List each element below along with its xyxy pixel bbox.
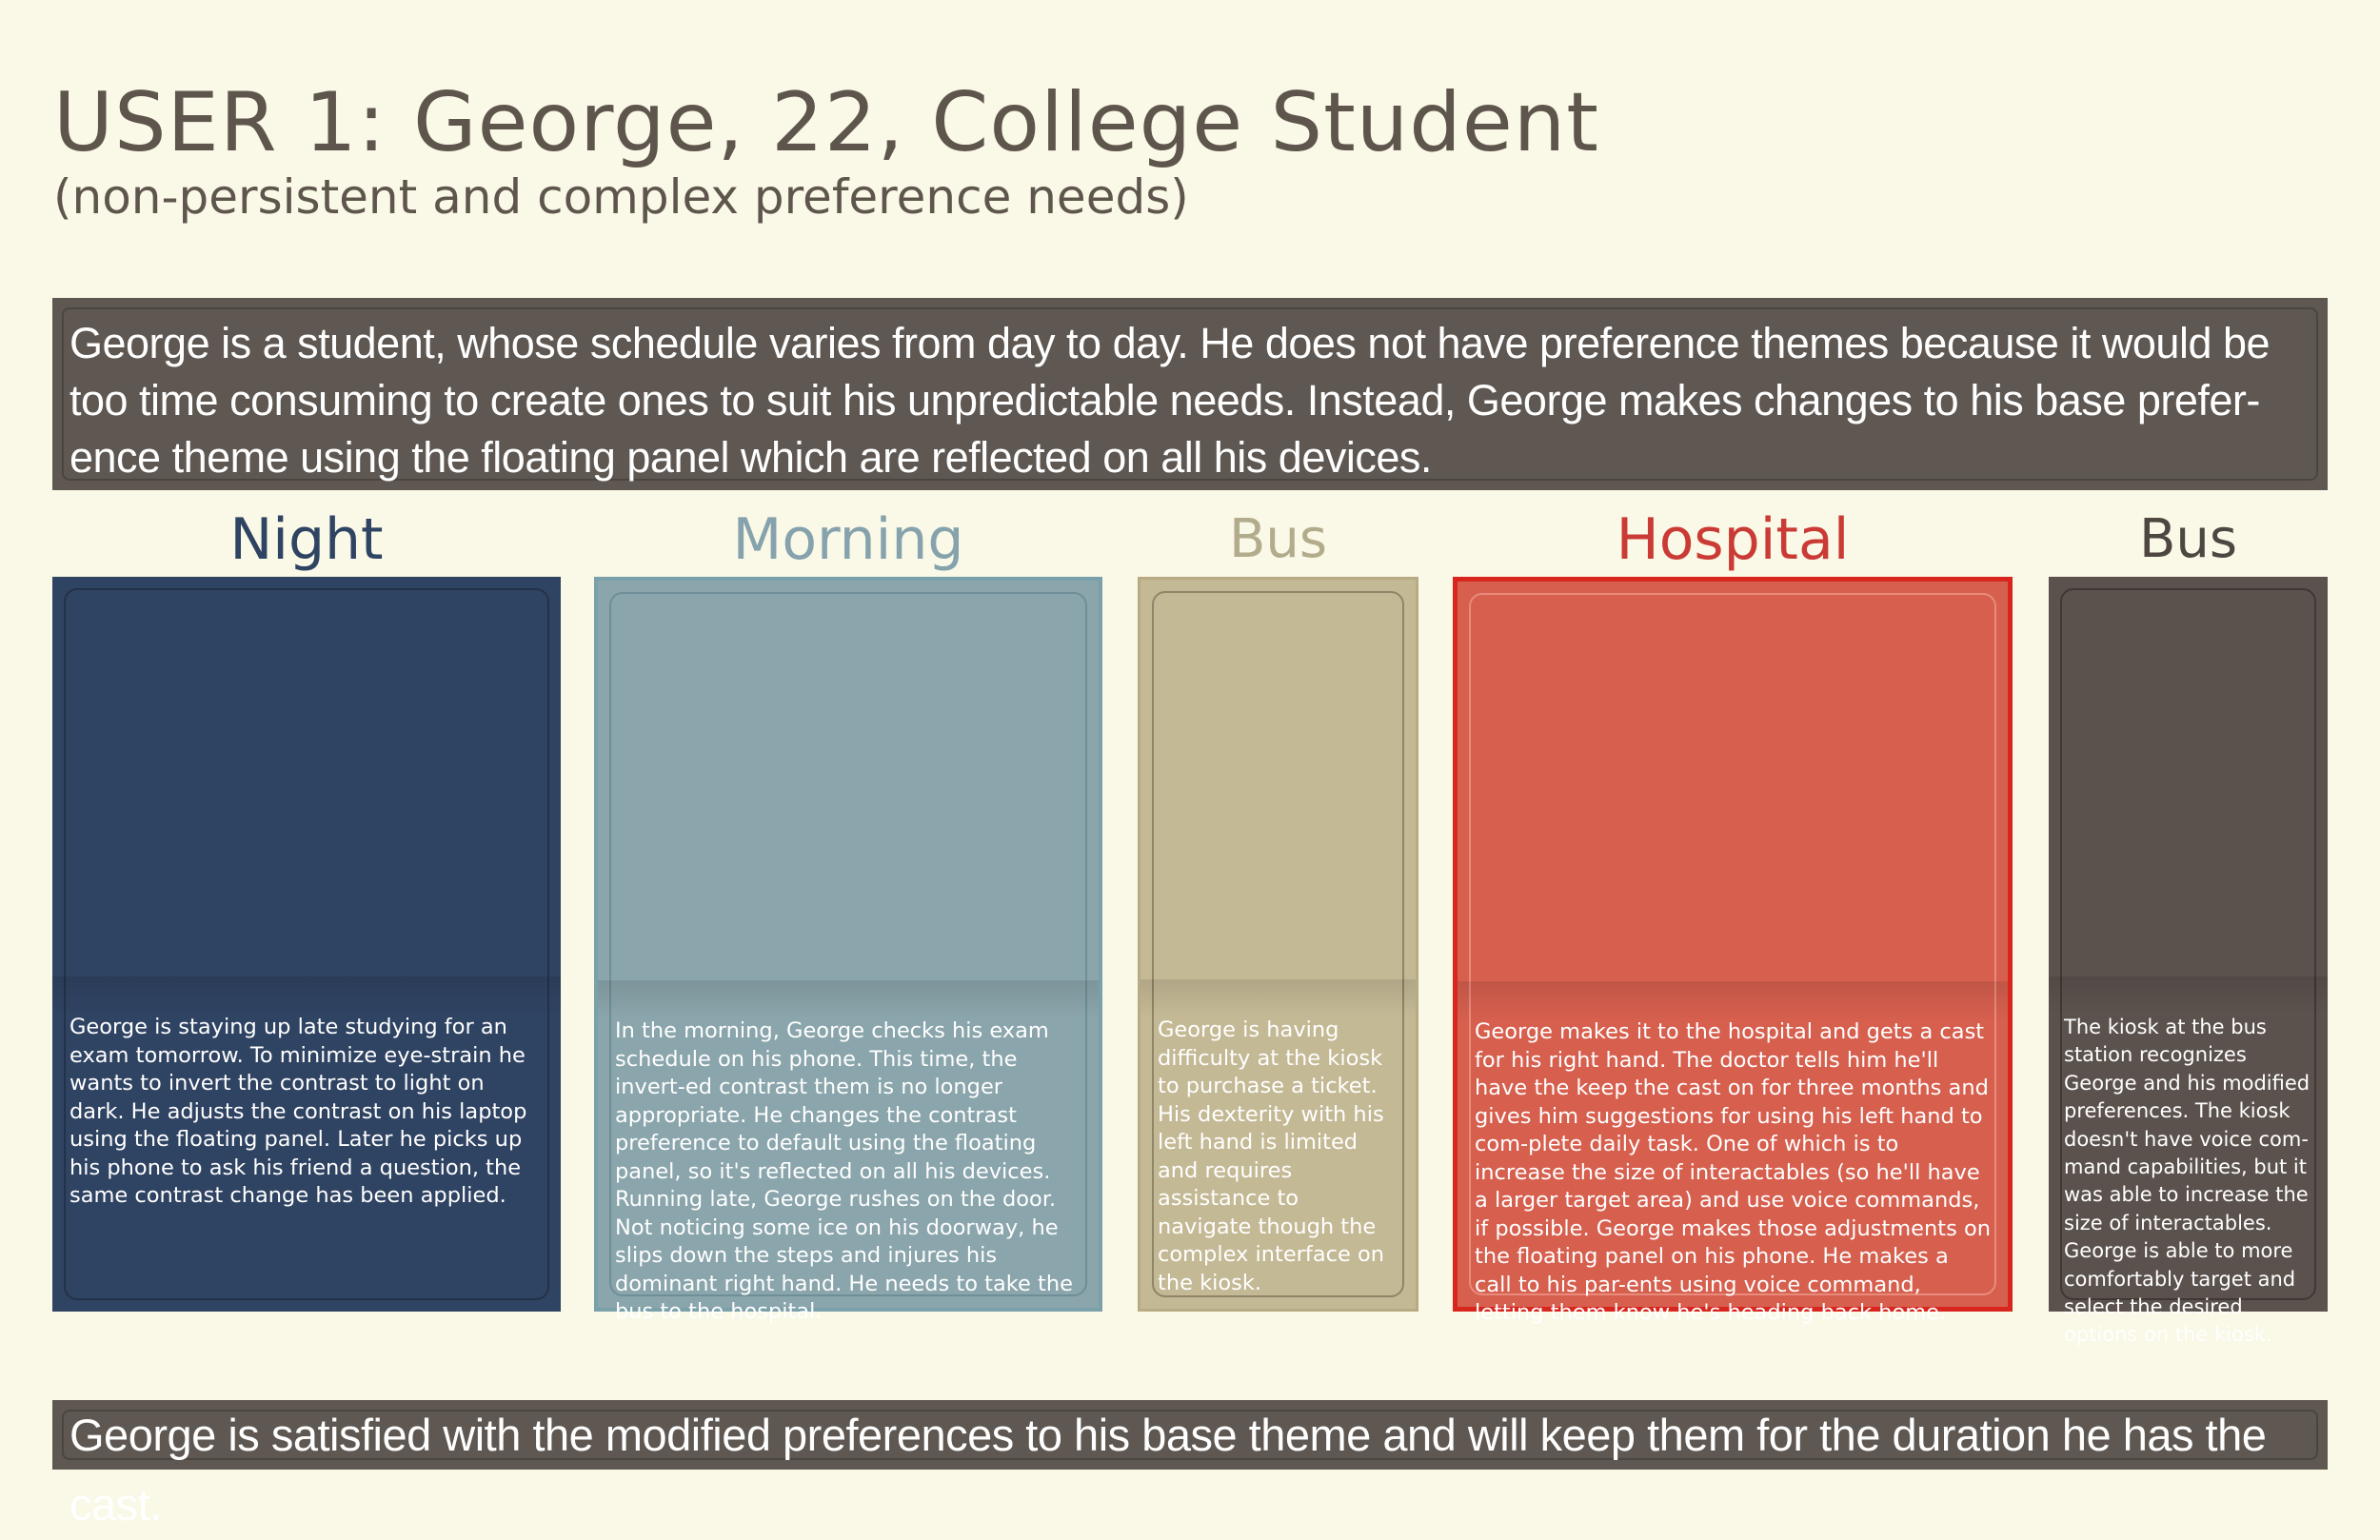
scenario-title-hospital: Hospital bbox=[1616, 506, 1850, 573]
intro-banner bbox=[52, 298, 2328, 490]
scenario-text-night: George is staying up late studying for an exam tomorrow. To minimize eye-strain he wants to invert the contrast to light on dark. He adjusts the contrast on his laptop using the floating panel. Later he picks up his phone to ask his friend a question, the same contrast change has been applied. bbox=[69, 1015, 527, 1208]
outro-text: George is satisfied with the modified preferences to his base theme and will keep them for the duration he has the cast. bbox=[69, 1410, 2267, 1530]
scenario-title-bus-station-1: Bus bbox=[1228, 508, 1328, 570]
scenario-card-hospital bbox=[1453, 577, 2013, 1325]
card-shade bbox=[52, 977, 561, 1015]
scenario-text-morning: In the morning, George checks his exam schedule on his phone. This time, the invert-ed contrast them is no longer appropriate. He changes the contrast preference to default using the floating panel, so it's reflected on all his devices. Running late, George rushes on the door. Not noticing some ice on his doorway, he slips down the steps and injures his dominant right hand. He needs to take the bus to the hospital. bbox=[615, 1018, 1073, 1324]
card-shade bbox=[2049, 977, 2328, 1015]
scenario-card-bus-station-1 bbox=[1138, 577, 1418, 1312]
scenario-title-night: Night bbox=[229, 506, 384, 573]
intro-text: George is a student, whose schedule varies from day to day. He does not have preference themes because it would be too time consuming to create ones to suit his unpredictable needs. Instead, George makes changes to his base prefer-ence theme using the floating panel which are reflected on all his devices. bbox=[69, 319, 2271, 482]
scenario-card-night bbox=[52, 577, 561, 1312]
page-subtitle: (non-persistent and complex preference needs) bbox=[53, 169, 1189, 225]
card-shade bbox=[598, 980, 1099, 1018]
scenario-text-bus-station-1: George is having difficulty at the kiosk to purchase a ticket. His dexterity with his left hand is limited and requires assistance to navigate though the complex interface on the kiosk. bbox=[1158, 1017, 1385, 1295]
card-shade bbox=[1458, 981, 2008, 1019]
scenario-text-hospital: George makes it to the hospital and gets a cast for his right hand. The doctor tells him he'll have the keep the cast on for three months and gives him suggestions for using his left hand to com-plete daily task. One of which is to increase the size of interactables (so he'll have a larger target area) and use voice commands, if possible. George makes those adjustments on the floating panel on his phone. He makes a call to his par-ents using voice command, letting them know he's heading back home. bbox=[1475, 1019, 1992, 1325]
page-title: USER 1: George, 22, College Student bbox=[53, 75, 1600, 170]
outro-banner bbox=[52, 1400, 2328, 1530]
scenario-text-bus-station-2: The kiosk at the bus station recognizes George and his modified preferences. The kiosk doesn't have voice com-mand capabilities, but it was able to increase the size of interactables. George is able to more comfortably target and select the desired options on the kiosk. bbox=[2064, 1016, 2311, 1347]
scenario-card-morning bbox=[594, 577, 1102, 1324]
scenario-title-morning: Morning bbox=[732, 506, 964, 573]
scenario-title-bus-station-2: Bus bbox=[2138, 508, 2238, 570]
card-shade bbox=[1140, 979, 1416, 1017]
scenario-card-bus-station-2 bbox=[2049, 577, 2328, 1347]
